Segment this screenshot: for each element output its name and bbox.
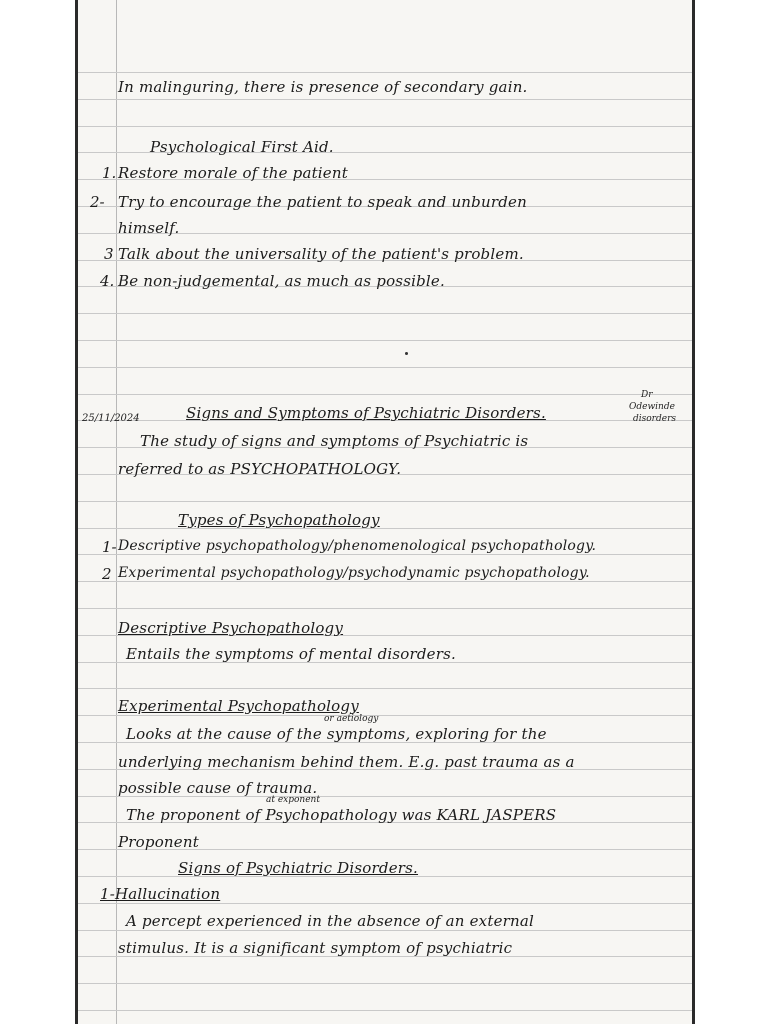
hallucination-body-1: A percept experienced in the absence of an external [126,912,535,930]
ruled-line [78,1010,692,1011]
experimental-body-1: Looks at the cause of the symptoms, exploring for the [126,725,547,743]
margin-line [116,0,117,1024]
background-left [0,0,72,1024]
author-note-disorders: disorders [633,414,676,424]
types-item-1: Descriptive psychopathology/phenomenological psychopathology. [118,538,597,554]
experimental-title: Experimental Psychopathology [118,697,359,715]
types-num-1: 1- [102,538,117,556]
pfa-item-2b: himself. [118,219,180,237]
ruled-line [78,688,692,689]
experimental-body-3: possible cause of trauma. [118,779,318,797]
entry-date: 25/11/2024 [82,413,140,424]
pfa-title: Psychological First Aid. [150,138,334,156]
signs-title: Signs of Psychiatric Disorders. [178,859,419,877]
ruled-line [78,394,692,395]
ink-dot [405,352,408,355]
section-title: Signs and Symptoms of Psychiatric Disorders. [186,404,546,422]
ruled-line [78,608,692,609]
ruled-line [78,983,692,984]
pfa-num-3: 3 [104,245,114,263]
ruled-line [78,126,692,127]
pfa-item-2: Try to encourage the patient to speak and unburden [118,193,527,211]
proponent-line: The proponent of Psychopathology was KARL JASPERS [126,806,557,824]
ruled-line [78,313,692,314]
author-note-dr: Dr [641,390,653,400]
types-item-2: Experimental psychopathology/psychodynamic psychopathology. [118,565,590,581]
types-num-2: 2 [102,565,112,583]
ruled-line [78,99,692,100]
hallucination-body-2: stimulus. It is a significant symptom of psychiatric [118,939,513,957]
author-note-name: Odewinde [629,402,675,412]
pfa-num-1: 1. [102,164,117,182]
experimental-insert: or aetiology [324,714,379,724]
notebook-page [75,0,695,1024]
ruled-line [78,367,692,368]
background-right [695,0,768,1024]
ruled-line [78,501,692,502]
pfa-item-1: Restore morale of the patient [118,164,348,182]
pfa-item-3: Talk about the universality of the patient's problem. [118,245,524,263]
descriptive-body: Entails the symptoms of mental disorders. [126,645,456,663]
ruled-line [78,554,692,555]
hallucination-title: 1-Hallucination [100,885,221,903]
descriptive-title: Descriptive Psychopathology [118,619,344,637]
proponent-word: Proponent [118,833,199,851]
experimental-body-2: underlying mechanism behind them. E.g. past trauma as a [118,753,575,771]
proponent-insert: at exponent [266,795,320,805]
pfa-item-4: Be non-judgemental, as much as possible. [118,272,445,290]
pfa-num-2: 2- [90,193,105,211]
intro-line-2: referred to as PSYCHOPATHOLOGY. [118,460,402,478]
ruled-line [78,72,692,73]
intro-line-1: The study of signs and symptoms of Psychiatric is [140,432,529,450]
ruled-line [78,340,692,341]
ruled-line [78,715,692,716]
malingering-line: In malinguring, there is presence of secondary gain. [118,78,528,96]
types-title: Types of Psychopathology [178,511,380,529]
pfa-num-4: 4. [100,272,115,290]
ruled-line [78,581,692,582]
